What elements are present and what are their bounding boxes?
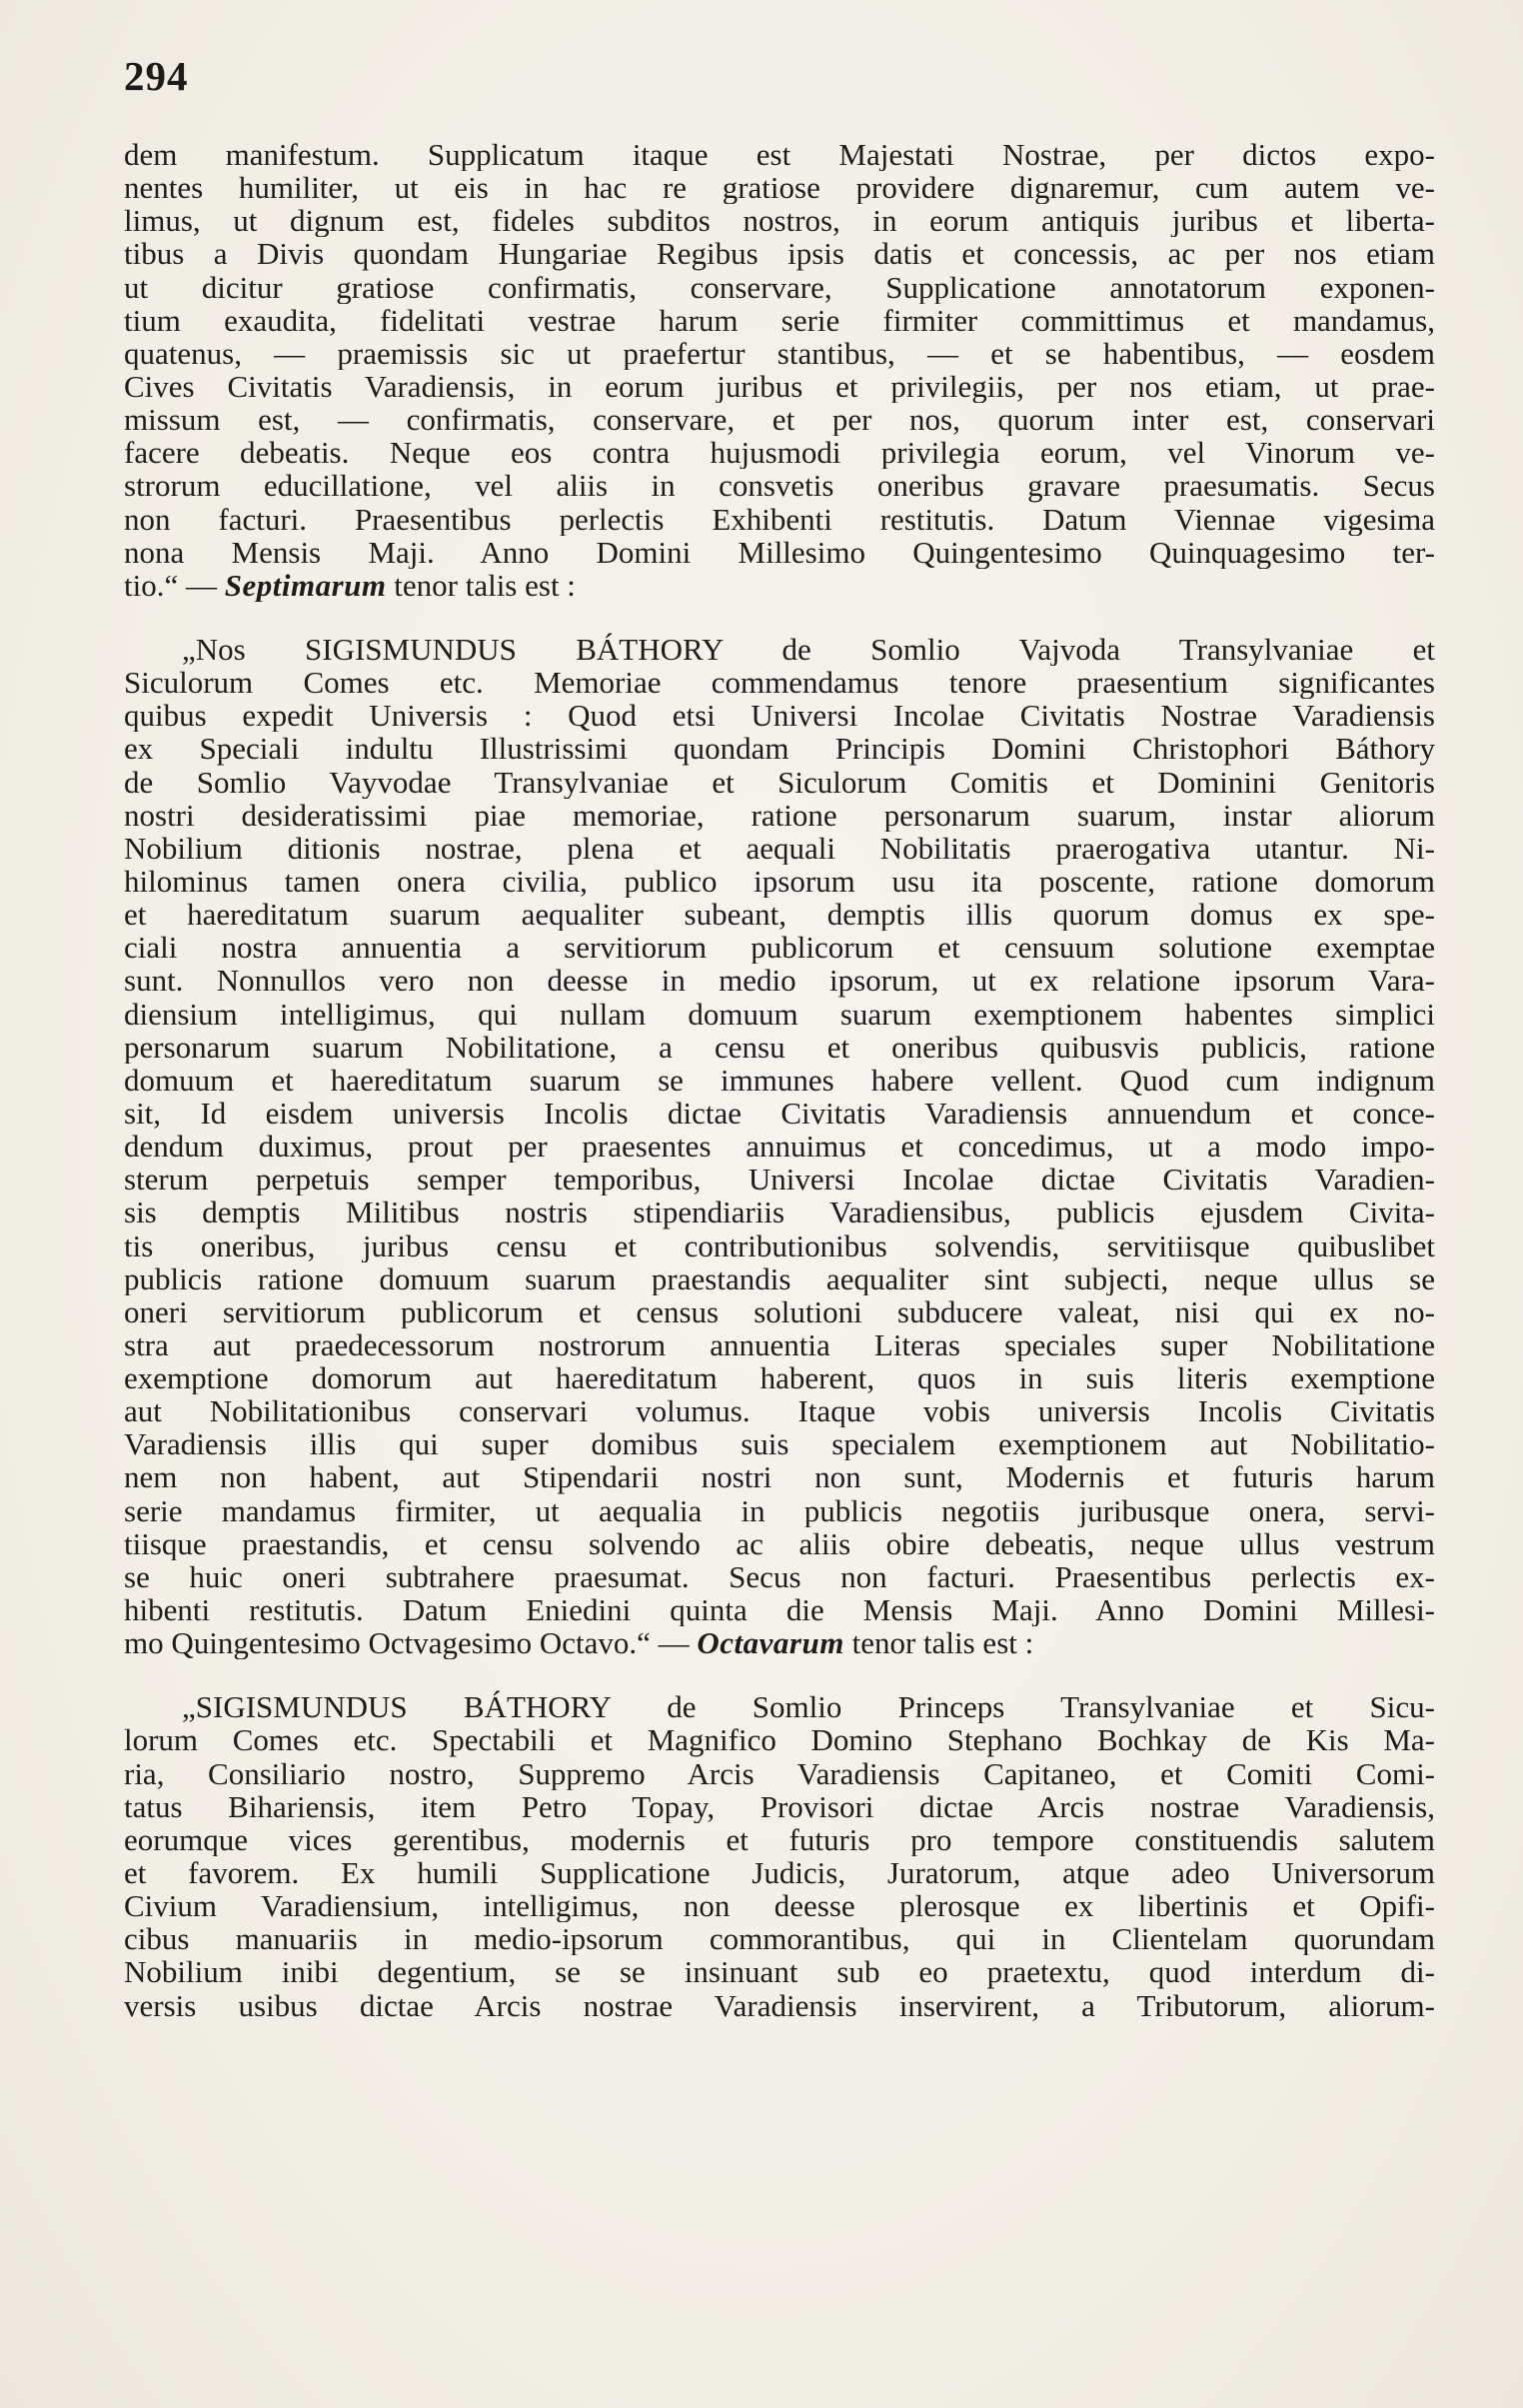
text-line: nentes humiliter, ut eis in hac re gratiose providere dignaremur, cum autem ve-	[124, 171, 1435, 205]
text-line: limus, ut dignum est, fideles subditos nostros, in eorum antiquis juribus et liberta-	[124, 204, 1435, 238]
text-line: hibenti restitutis. Datum Eniedini quinta die Mensis Maji. Anno Domini Millesi-	[124, 1593, 1435, 1627]
text-line: personarum suarum Nobilitatione, a censu et oneribus quibusvis publicis, ratione	[124, 1030, 1435, 1064]
text-line: et favorem. Ex humili Supplicatione Judicis, Juratorum, atque adeo Universorum	[124, 1856, 1435, 1890]
text-line: quatenus, — praemissis sic ut praefertur stantibus, — et se habentibus, — eosdem	[124, 336, 1435, 370]
text-line: oneri servitiorum publicorum et census solutioni subducere valeat, nisi qui ex no-	[124, 1294, 1435, 1328]
text-line: domuum et haereditatum suarum se immunes habere vellent. Quod cum indignum	[124, 1063, 1435, 1097]
text-line: Nobilium inibi degentium, se se insinuant sub eo praetextu, quod interdum di-	[124, 1955, 1435, 1989]
italic-term: Septimarum	[224, 568, 387, 602]
text-line-last	[124, 1626, 1435, 1659]
text-line: publicis ratione domuum suarum praestandis aequaliter sint subjecti, neque ullus se	[124, 1261, 1435, 1295]
text-line: ex Speciali indultu Illustrissimi quondam Principis Domini Christophori Báthory	[124, 732, 1435, 766]
paragraph	[124, 633, 1435, 1659]
page-number: 294	[124, 53, 189, 99]
text-line: de Somlio Vayvodae Transylvaniae et Siculorum Comitis et Dominini Genitoris	[124, 765, 1435, 799]
text-line: ut dicitur gratiose confirmatis, conservare, Supplicatione annotatorum exponen-	[124, 270, 1435, 304]
text-line: exemptione domorum aut haereditatum haberent, quos in suis literis exemptione	[124, 1361, 1435, 1395]
body-text	[124, 138, 1435, 2022]
text-line: et haereditatum suarum aequaliter subeant, demptis illis quorum domus ex spe-	[124, 898, 1435, 932]
text-line: sterum perpetuis semper temporibus, Universi Incolae dictae Civitatis Varadien-	[124, 1163, 1435, 1197]
text-line: Nobilium ditionis nostrae, plena et aequali Nobilitatis praerogativa utantur. Ni-	[124, 831, 1435, 865]
paragraph-gap	[124, 1659, 1435, 1690]
text-line: ciali nostra annuentia a servitiorum publicorum et censuum solutione exemptae	[124, 931, 1435, 965]
text-fragment: mo Quingentesimo Octvagesimo Octavo.“ —	[124, 1626, 698, 1660]
text-line: nostri desideratissimi piae memoriae, ratione personarum suarum, instar aliorum	[124, 798, 1435, 832]
text-line: tibus a Divis quondam Hungariae Regibus ipsis datis et concessis, ac per nos etiam	[124, 237, 1435, 271]
text-line: lorum Comes etc. Spectabili et Magnifico Domino Stephano Bochkay de Kis Ma-	[124, 1723, 1435, 1757]
paragraph-gap	[124, 602, 1435, 633]
text-line: tatus Bihariensis, item Petro Topay, Provisori dictae Arcis nostrae Varadiensis,	[124, 1789, 1435, 1823]
text-line: tium exaudita, fidelitati vestrae harum serie firmiter committimus et mandamus,	[124, 303, 1435, 337]
text-fragment: tio.“ —	[124, 568, 225, 602]
text-line-last	[124, 569, 1435, 602]
text-line: Siculorum Comes etc. Memoriae commendamus tenore praesentium significantes	[124, 666, 1435, 700]
text-line: tis oneribus, juribus censu et contributionibus solvendis, servitiisque quibuslibet	[124, 1228, 1435, 1262]
text-line: diensium intelligimus, qui nullam domuum suarum exemptionem habentes simplici	[124, 997, 1435, 1031]
text-line: versis usibus dictae Arcis nostrae Varadiensis inservirent, a Tributorum, aliorum-	[124, 1988, 1435, 2022]
text-line: aut Nobilitationibus conservari volumus. Itaque vobis universis Incolis Civitatis	[124, 1394, 1435, 1428]
paragraph	[124, 138, 1435, 602]
text-fragment: tenor talis est :	[843, 1626, 1034, 1660]
text-line: stra aut praedecessorum nostrorum annuentia Literas speciales super Nobilitatione	[124, 1327, 1435, 1362]
text-line: serie mandamus firmiter, ut aequalia in publicis negotiis juribusque onera, servi-	[124, 1493, 1435, 1527]
text-line: ria, Consiliario nostro, Suppremo Arcis Varadiensis Capitaneo, et Comiti Comi-	[124, 1756, 1435, 1790]
text-line: hilominus tamen onera civilia, publico ipsorum usu ita poscente, ratione domorum	[124, 864, 1435, 899]
text-line: Civium Varadiensium, intelligimus, non deesse plerosque ex libertinis et Opifi-	[124, 1889, 1435, 1923]
text-line: „Nos SIGISMUNDUS BÁTHORY de Somlio Vajvoda Transylvaniae et	[182, 632, 1435, 667]
text-line: dendum duximus, prout per praesentes annuimus et concedimus, ut a modo impo-	[124, 1130, 1435, 1164]
text-line: „SIGISMUNDUS BÁTHORY de Somlio Princeps Transylvaniae et Sicu-	[182, 1690, 1435, 1724]
text-line: dem manifestum. Supplicatum itaque est Majestati Nostrae, per dictos expo-	[124, 138, 1435, 172]
text-line: sit, Id eisdem universis Incolis dictae Civitatis Varadiensis annuendum et conce-	[124, 1096, 1435, 1131]
text-line: facere debeatis. Neque eos contra hujusmodi privilegia eorum, vel Vinorum ve-	[124, 436, 1435, 470]
text-line: Varadiensis illis qui super domibus suis specialem exemptionem aut Nobilitatio-	[124, 1427, 1435, 1461]
text-fragment: tenor talis est :	[386, 568, 576, 602]
text-line: non facturi. Praesentibus perlectis Exhibenti restitutis. Datum Viennae vigesima	[124, 502, 1435, 536]
text-line: sunt. Nonnullos vero non deesse in medio ipsorum, ut ex relatione ipsorum Vara-	[124, 964, 1435, 998]
text-line: eorumque vices gerentibus, modernis et futuris pro tempore constituendis salutem	[124, 1822, 1435, 1857]
text-line: quibus expedit Universis : Quod etsi Universi Incolae Civitatis Nostrae Varadiensis	[124, 699, 1435, 733]
italic-term: Octavarum	[697, 1626, 844, 1660]
text-line: Cives Civitatis Varadiensis, in eorum juribus et privilegiis, per nos etiam, ut prae-	[124, 369, 1435, 404]
text-line: strorum educillatione, vel aliis in consvetis oneribus gravare praesumatis. Secus	[124, 469, 1435, 503]
paragraph	[124, 1690, 1435, 2021]
text-line: sis demptis Militibus nostris stipendiariis Varadiensibus, publicis ejusdem Civita-	[124, 1196, 1435, 1229]
text-line: nem non habent, aut Stipendarii nostri non sunt, Modernis et futuris harum	[124, 1460, 1435, 1494]
text-line: tiisque praestandis, et censu solvendo ac aliis obire debeatis, neque ullus vestrum	[124, 1526, 1435, 1560]
text-line: missum est, — confirmatis, conservare, et per nos, quorum inter est, conservari	[124, 403, 1435, 437]
text-line: se huic oneri subtrahere praesumat. Secus non facturi. Praesentibus perlectis ex-	[124, 1559, 1435, 1594]
text-line: nona Mensis Maji. Anno Domini Millesimo Quingentesimo Quinquagesimo ter-	[124, 535, 1435, 569]
text-line: cibus manuariis in medio-ipsorum commorantibus, qui in Clientelam quorundam	[124, 1922, 1435, 1956]
